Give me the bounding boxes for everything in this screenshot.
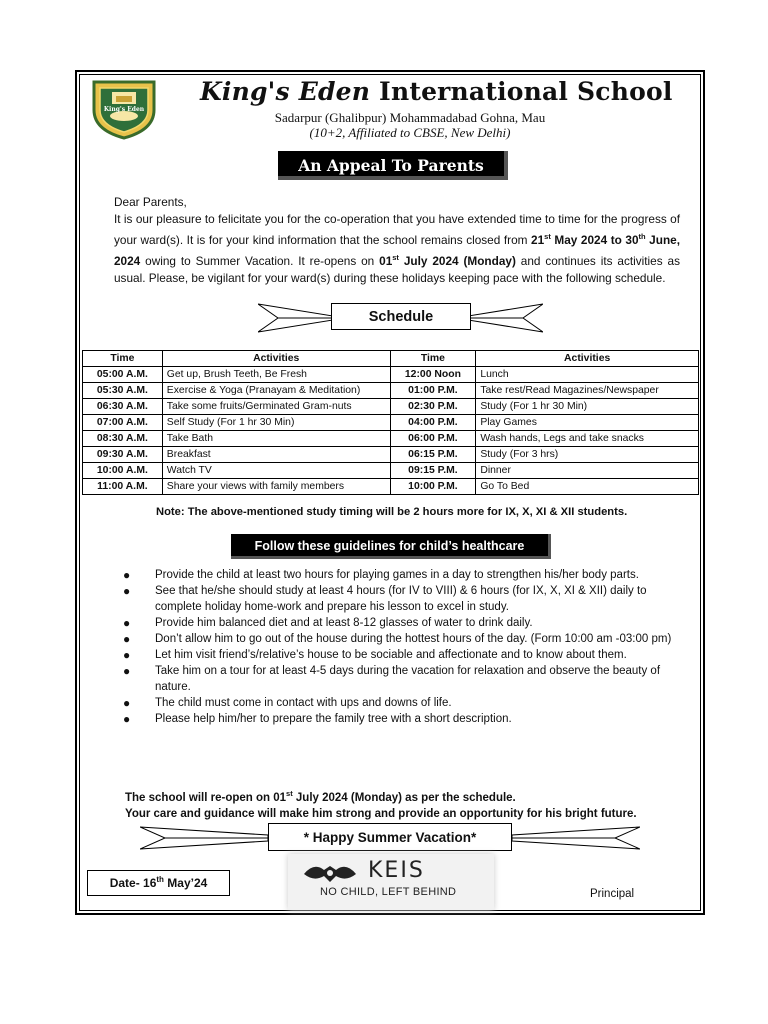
table-row xyxy=(83,415,699,431)
reopen-text-a: The school will re-open on 01 xyxy=(125,791,287,804)
time-cell: 05:00 A.M. xyxy=(83,367,163,383)
care-line: Your care and guidance will make him strong and provide an opportunity for his bright future. xyxy=(125,807,637,820)
list-item xyxy=(118,631,688,647)
guideline-text: The child must come in contact with ups and downs of life. xyxy=(155,697,452,709)
time-cell: 06:30 A.M. xyxy=(83,399,163,415)
reopen-line xyxy=(125,786,637,806)
activity-cell: Lunch xyxy=(476,367,699,383)
bullet-icon: ● xyxy=(123,584,131,598)
table-row xyxy=(83,367,699,383)
bullet-icon: ● xyxy=(123,616,131,630)
guideline-text: Provide the child at least two hours for playing games in a day to strengthen his/her body parts. xyxy=(155,569,639,581)
list-item xyxy=(118,663,688,695)
header-activities-1: Activities xyxy=(162,351,390,367)
time-cell: 06:00 P.M. xyxy=(390,431,476,447)
school-name-rest: International School xyxy=(379,77,673,106)
activity-cell: Dinner xyxy=(476,463,699,479)
header-activities-2: Activities xyxy=(476,351,699,367)
school-address: Sadarpur (Ghalibpur) Mohammadabad Gohna, Mau xyxy=(274,110,546,125)
reopen-sup: st xyxy=(392,252,399,262)
schedule-header-row xyxy=(83,351,699,367)
date-prefix: Date- 16 xyxy=(109,876,157,890)
guidelines-list xyxy=(118,567,688,727)
table-row xyxy=(83,463,699,479)
activity-cell: Play Games xyxy=(476,415,699,431)
school-name-script: King's Eden xyxy=(200,77,371,106)
letter-text-1: It is our pleasure to felicitate you for the co-operation that you have extended time to time for the progress of your ward(s). It is for your kind information that the school remains closed from xyxy=(114,212,680,247)
list-item xyxy=(118,567,688,583)
time-cell: 10:00 P.M. xyxy=(390,479,476,495)
time-cell: 12:00 Noon xyxy=(390,367,476,383)
guidelines-title: Follow these guidelines for child’s healthcare xyxy=(231,534,551,559)
activity-cell: Study (For 3 hrs) xyxy=(476,447,699,463)
activity-cell: Share your views with family members xyxy=(162,479,390,495)
schedule-title: Schedule xyxy=(331,303,471,330)
table-row xyxy=(83,431,699,447)
logo-text: King's Eden xyxy=(103,106,145,113)
summer-vacation-title: * Happy Summer Vacation* xyxy=(268,823,512,851)
reopen-day: 01 xyxy=(379,253,393,268)
list-item xyxy=(118,695,688,711)
activity-cell: Take some fruits/Germinated Gram-nuts xyxy=(162,399,390,415)
date-to-sup: th xyxy=(638,232,646,241)
time-cell: 05:30 A.M. xyxy=(83,383,163,399)
guideline-text: Provide him balanced diet and at least 8-12 glasses of water to drink daily. xyxy=(155,617,533,629)
date-from-rest: May 2024 to 30 xyxy=(550,232,639,247)
bullet-icon: ● xyxy=(123,664,131,678)
header-time-1: Time xyxy=(83,351,163,367)
time-cell: 10:00 A.M. xyxy=(83,463,163,479)
salutation: Dear Parents, xyxy=(114,195,187,209)
table-row xyxy=(83,399,699,415)
activity-cell: Wash hands, Legs and take snacks xyxy=(476,431,699,447)
activity-cell: Exercise & Yoga (Pranayam & Meditation) xyxy=(162,383,390,399)
stamp-tagline: NO CHILD, LEFT BEHIND xyxy=(320,886,457,898)
time-cell: 11:00 A.M. xyxy=(83,479,163,495)
date-from-day: 21 xyxy=(531,232,545,247)
date-to-rest: June, 2024 xyxy=(114,232,680,268)
bullet-icon: ● xyxy=(123,568,131,582)
time-cell: 07:00 A.M. xyxy=(83,415,163,431)
letter-text-3: and continues its activities as usual. Please, be vigilant for your ward(s) during these holidays keeping pace with the following schedule. xyxy=(114,253,680,285)
appeal-title: An Appeal To Parents xyxy=(278,151,508,180)
date-box xyxy=(87,870,230,896)
time-cell: 01:00 P.M. xyxy=(390,383,476,399)
table-row xyxy=(83,479,699,495)
activity-cell: Self Study (For 1 hr 30 Min) xyxy=(162,415,390,431)
time-cell: 02:30 P.M. xyxy=(390,399,476,415)
letter-body xyxy=(114,194,680,287)
reopen-date xyxy=(379,254,516,268)
table-row xyxy=(83,447,699,463)
guideline-text: Please help him/her to prepare the family tree with a short description. xyxy=(155,713,512,725)
activity-cell: Take rest/Read Magazines/Newspaper xyxy=(476,383,699,399)
date-rest: May’24 xyxy=(163,876,208,890)
activity-cell: Watch TV xyxy=(162,463,390,479)
activity-cell: Study (For 1 hr 30 Min) xyxy=(476,399,699,415)
guideline-text: See that he/she should study at least 4 hours (for IV to VIII) & 6 hours (for IX, X, XI & XII) daily to complete holiday home-work and prepare his lesson to excel in study. xyxy=(155,585,647,613)
reopen-text-sup: st xyxy=(286,789,293,798)
time-cell: 06:15 P.M. xyxy=(390,447,476,463)
list-item xyxy=(118,615,688,631)
school-name xyxy=(200,77,673,106)
reopen-text-b: July 2024 (Monday) as per the schedule. xyxy=(292,791,516,804)
time-cell: 09:15 P.M. xyxy=(390,463,476,479)
stamp-name: KEIS xyxy=(368,858,425,883)
time-cell: 08:30 A.M. xyxy=(83,431,163,447)
list-item xyxy=(118,711,688,727)
time-cell: 04:00 P.M. xyxy=(390,415,476,431)
activity-cell: Take Bath xyxy=(162,431,390,447)
principal-signature: Principal xyxy=(590,888,635,900)
stamp-emblem-icon xyxy=(300,860,360,888)
bullet-icon: ● xyxy=(123,712,131,726)
guideline-text: Take him on a tour for at least 4-5 days during the vacation for relaxation and observe the beauty of nature. xyxy=(155,665,661,693)
activity-cell: Breakfast xyxy=(162,447,390,463)
study-note: Note: The above-mentioned study timing will be 2 hours more for IX, X, XI & XII students. xyxy=(156,506,628,518)
school-affiliation: (10+2, Affiliated to CBSE, New Delhi) xyxy=(309,125,511,140)
closing-remarks xyxy=(125,786,637,822)
date-from-sup: st xyxy=(544,232,551,241)
bullet-icon: ● xyxy=(123,648,131,662)
schedule-table xyxy=(82,350,699,495)
activity-cell: Go To Bed xyxy=(476,479,699,495)
letter-text-2: owing to Summer Vacation. It re-opens on xyxy=(140,253,380,268)
guideline-text: Don’t allow him to go out of the house during the hottest hours of the day. (Form 10:00 am -03:00 pm) xyxy=(155,633,672,645)
header-time-2: Time xyxy=(390,351,476,367)
letter-paragraph xyxy=(114,211,680,287)
date-sup: th xyxy=(156,875,164,884)
bullet-icon: ● xyxy=(123,696,131,710)
time-cell: 09:30 A.M. xyxy=(83,447,163,463)
reopen-rest: July 2024 (Monday) xyxy=(398,253,516,268)
bullet-icon: ● xyxy=(123,632,131,646)
guideline-text: Let him visit friend’s/relative’s house to be sociable and affectionate and to know about them. xyxy=(155,649,627,661)
list-item xyxy=(118,647,688,663)
activity-cell: Get up, Brush Teeth, Be Fresh xyxy=(162,367,390,383)
list-item xyxy=(118,583,688,615)
table-row xyxy=(83,383,699,399)
